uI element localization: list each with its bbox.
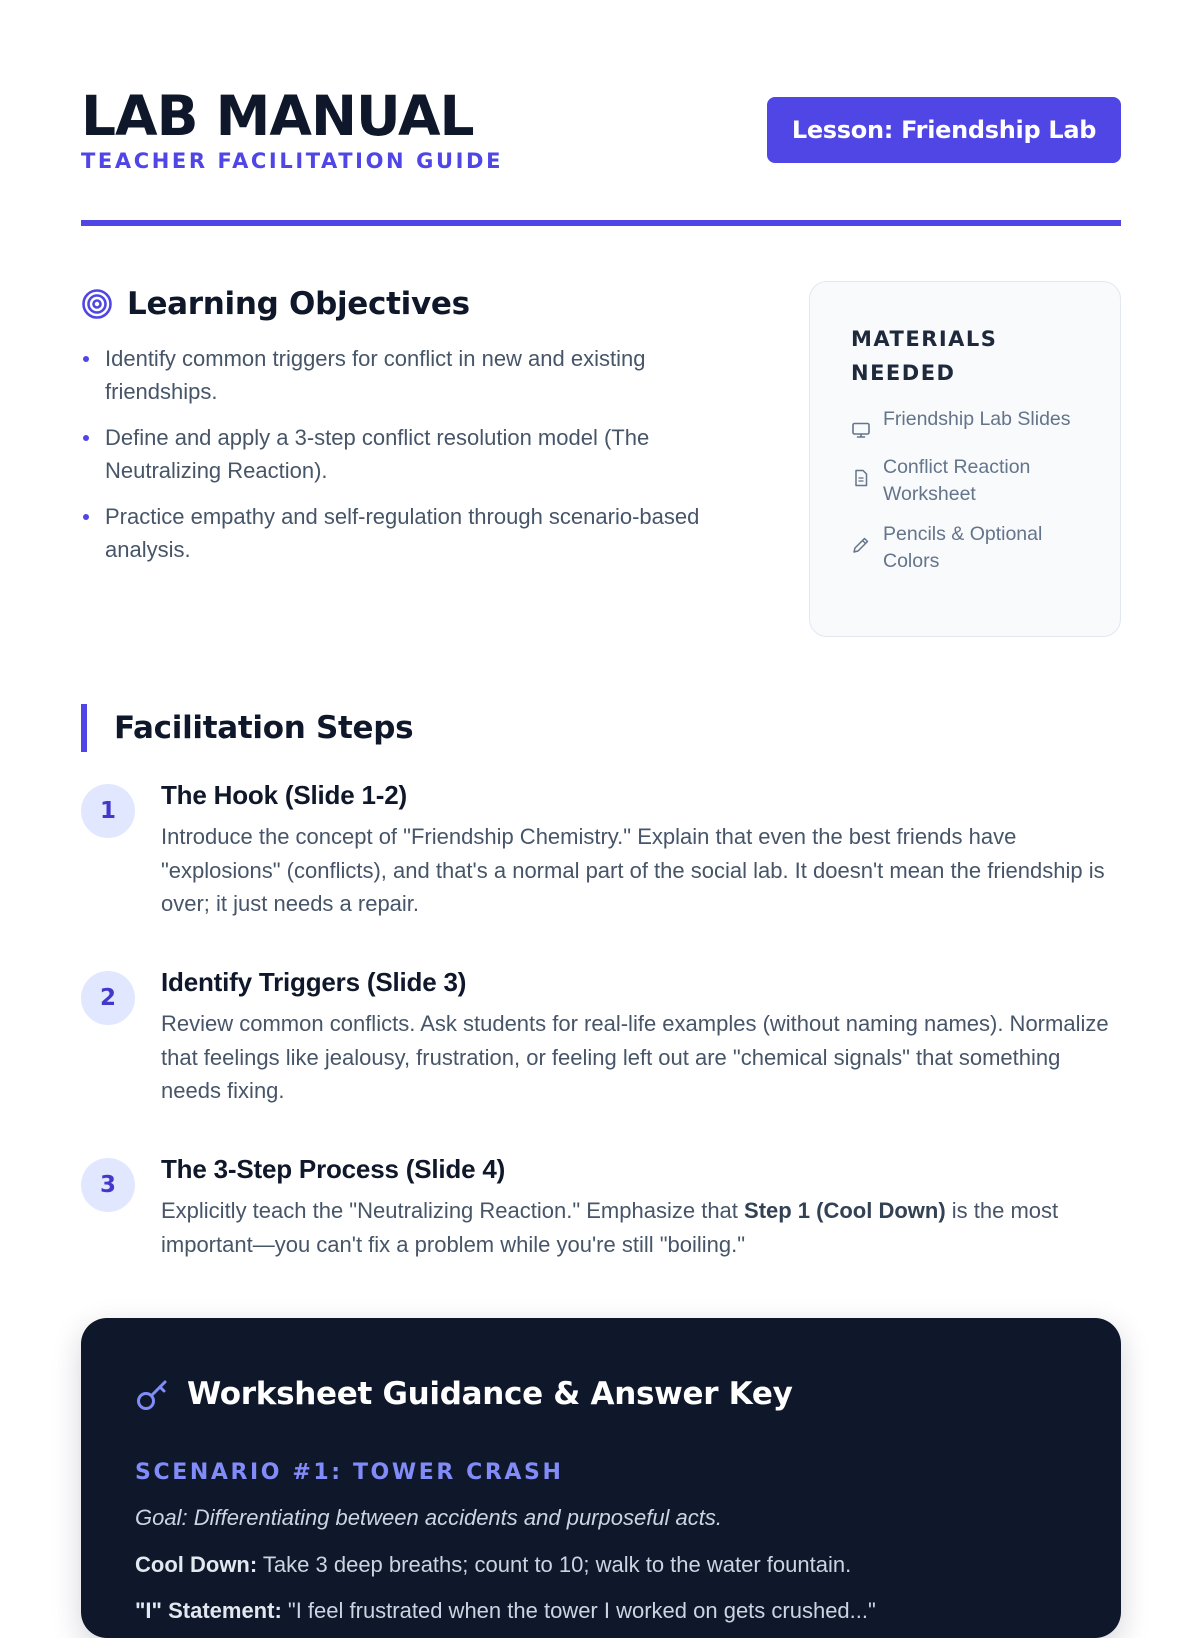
- facilitation-steps-section: [81, 704, 1121, 1257]
- materials-list: [851, 406, 1080, 574]
- material-item: [851, 406, 1080, 440]
- step-description: Review common conflicts. Ask students for real-life examples (without naming names). Normalize that feelings like jealousy, frustration, or feeling left out are "chemical signals" that something needs fixing.: [161, 1011, 1109, 1103]
- scenario-title: SCENARIO #1: TOWER CRASH: [135, 1460, 564, 1485]
- step-description-text: Explicitly teach the "Neutralizing Reaction." Emphasize that: [161, 1198, 745, 1223]
- step-title: Identify Triggers (Slide 3): [161, 967, 467, 997]
- i-statement-text: "I feel frustrated when the tower I worked on gets crushed...": [281, 1598, 876, 1623]
- page-title: LAB MANUAL: [81, 84, 474, 148]
- material-label: Conflict Reaction Worksheet: [883, 456, 1031, 505]
- step-description: [161, 1194, 1123, 1261]
- worksheet-guidance-card: [81, 1318, 1121, 1638]
- steps-heading: [81, 704, 1121, 752]
- materials-needed-card: [809, 281, 1121, 637]
- material-item: [851, 521, 1080, 574]
- lab-manual-page: [81, 0, 1121, 1623]
- guide-title: Worksheet Guidance & Answer Key: [187, 1376, 793, 1412]
- objective-item: Practice empathy and self-regulation through scenario-based analysis.: [81, 500, 741, 566]
- objective-item: Identify common triggers for conflict in new and existing friendships.: [81, 342, 741, 408]
- step-description-text: is the most important—you can't fix a problem while you're still "boiling.": [161, 1198, 1059, 1257]
- step-description-emphasis: Step 1 (Cool Down): [744, 1198, 946, 1223]
- lesson-badge: Lesson: Friendship Lab: [767, 97, 1121, 163]
- scenario-goal: Goal: Differentiating between accidents and purposeful acts.: [135, 1505, 723, 1530]
- page-header: [81, 86, 1121, 226]
- pencil-icon: [851, 535, 871, 555]
- cool-down-label: Cool Down:: [135, 1552, 258, 1577]
- step-number: 3: [81, 1158, 135, 1212]
- material-item: [851, 454, 1080, 507]
- step-title: The 3-Step Process (Slide 4): [161, 1154, 506, 1184]
- steps-heading-accent-bar: [81, 704, 87, 752]
- document-icon: [851, 468, 871, 488]
- material-label: Pencils & Optional Colors: [883, 523, 1043, 572]
- guide-heading: [135, 1370, 792, 1418]
- step-description: Introduce the concept of "Friendship Chemistry." Explain that even the best friends have "explosions" (conflicts), and that's a normal part of the social lab. It doesn't mean the friendship is over; it just needs a repair.: [161, 824, 1105, 916]
- i-statement-label: "I" Statement:: [135, 1598, 282, 1623]
- step-title: The Hook (Slide 1-2): [161, 780, 407, 810]
- learning-objectives-section: [81, 280, 741, 579]
- materials-title: MATERIALS NEEDED: [851, 327, 998, 385]
- cool-down-answer: [135, 1552, 851, 1578]
- objective-item: Define and apply a 3-step conflict resolution model (The Neutralizing Reaction).: [81, 421, 741, 487]
- objectives-list: [81, 342, 741, 566]
- target-icon: [81, 288, 113, 320]
- page-subtitle: TEACHER FACILITATION GUIDE: [81, 149, 504, 173]
- key-icon: [135, 1376, 171, 1412]
- cool-down-text: Take 3 deep breaths; count to 10; walk to the water fountain.: [257, 1552, 852, 1577]
- material-label: Friendship Lab Slides: [883, 408, 1071, 430]
- step-number: 1: [81, 784, 135, 838]
- monitor-icon: [851, 420, 871, 440]
- i-statement-answer: [135, 1598, 876, 1624]
- objectives-title: Learning Objectives: [127, 286, 470, 322]
- header-divider: [81, 220, 1121, 226]
- steps-title: Facilitation Steps: [114, 710, 414, 746]
- step-number: 2: [81, 971, 135, 1025]
- objectives-heading: [81, 280, 741, 328]
